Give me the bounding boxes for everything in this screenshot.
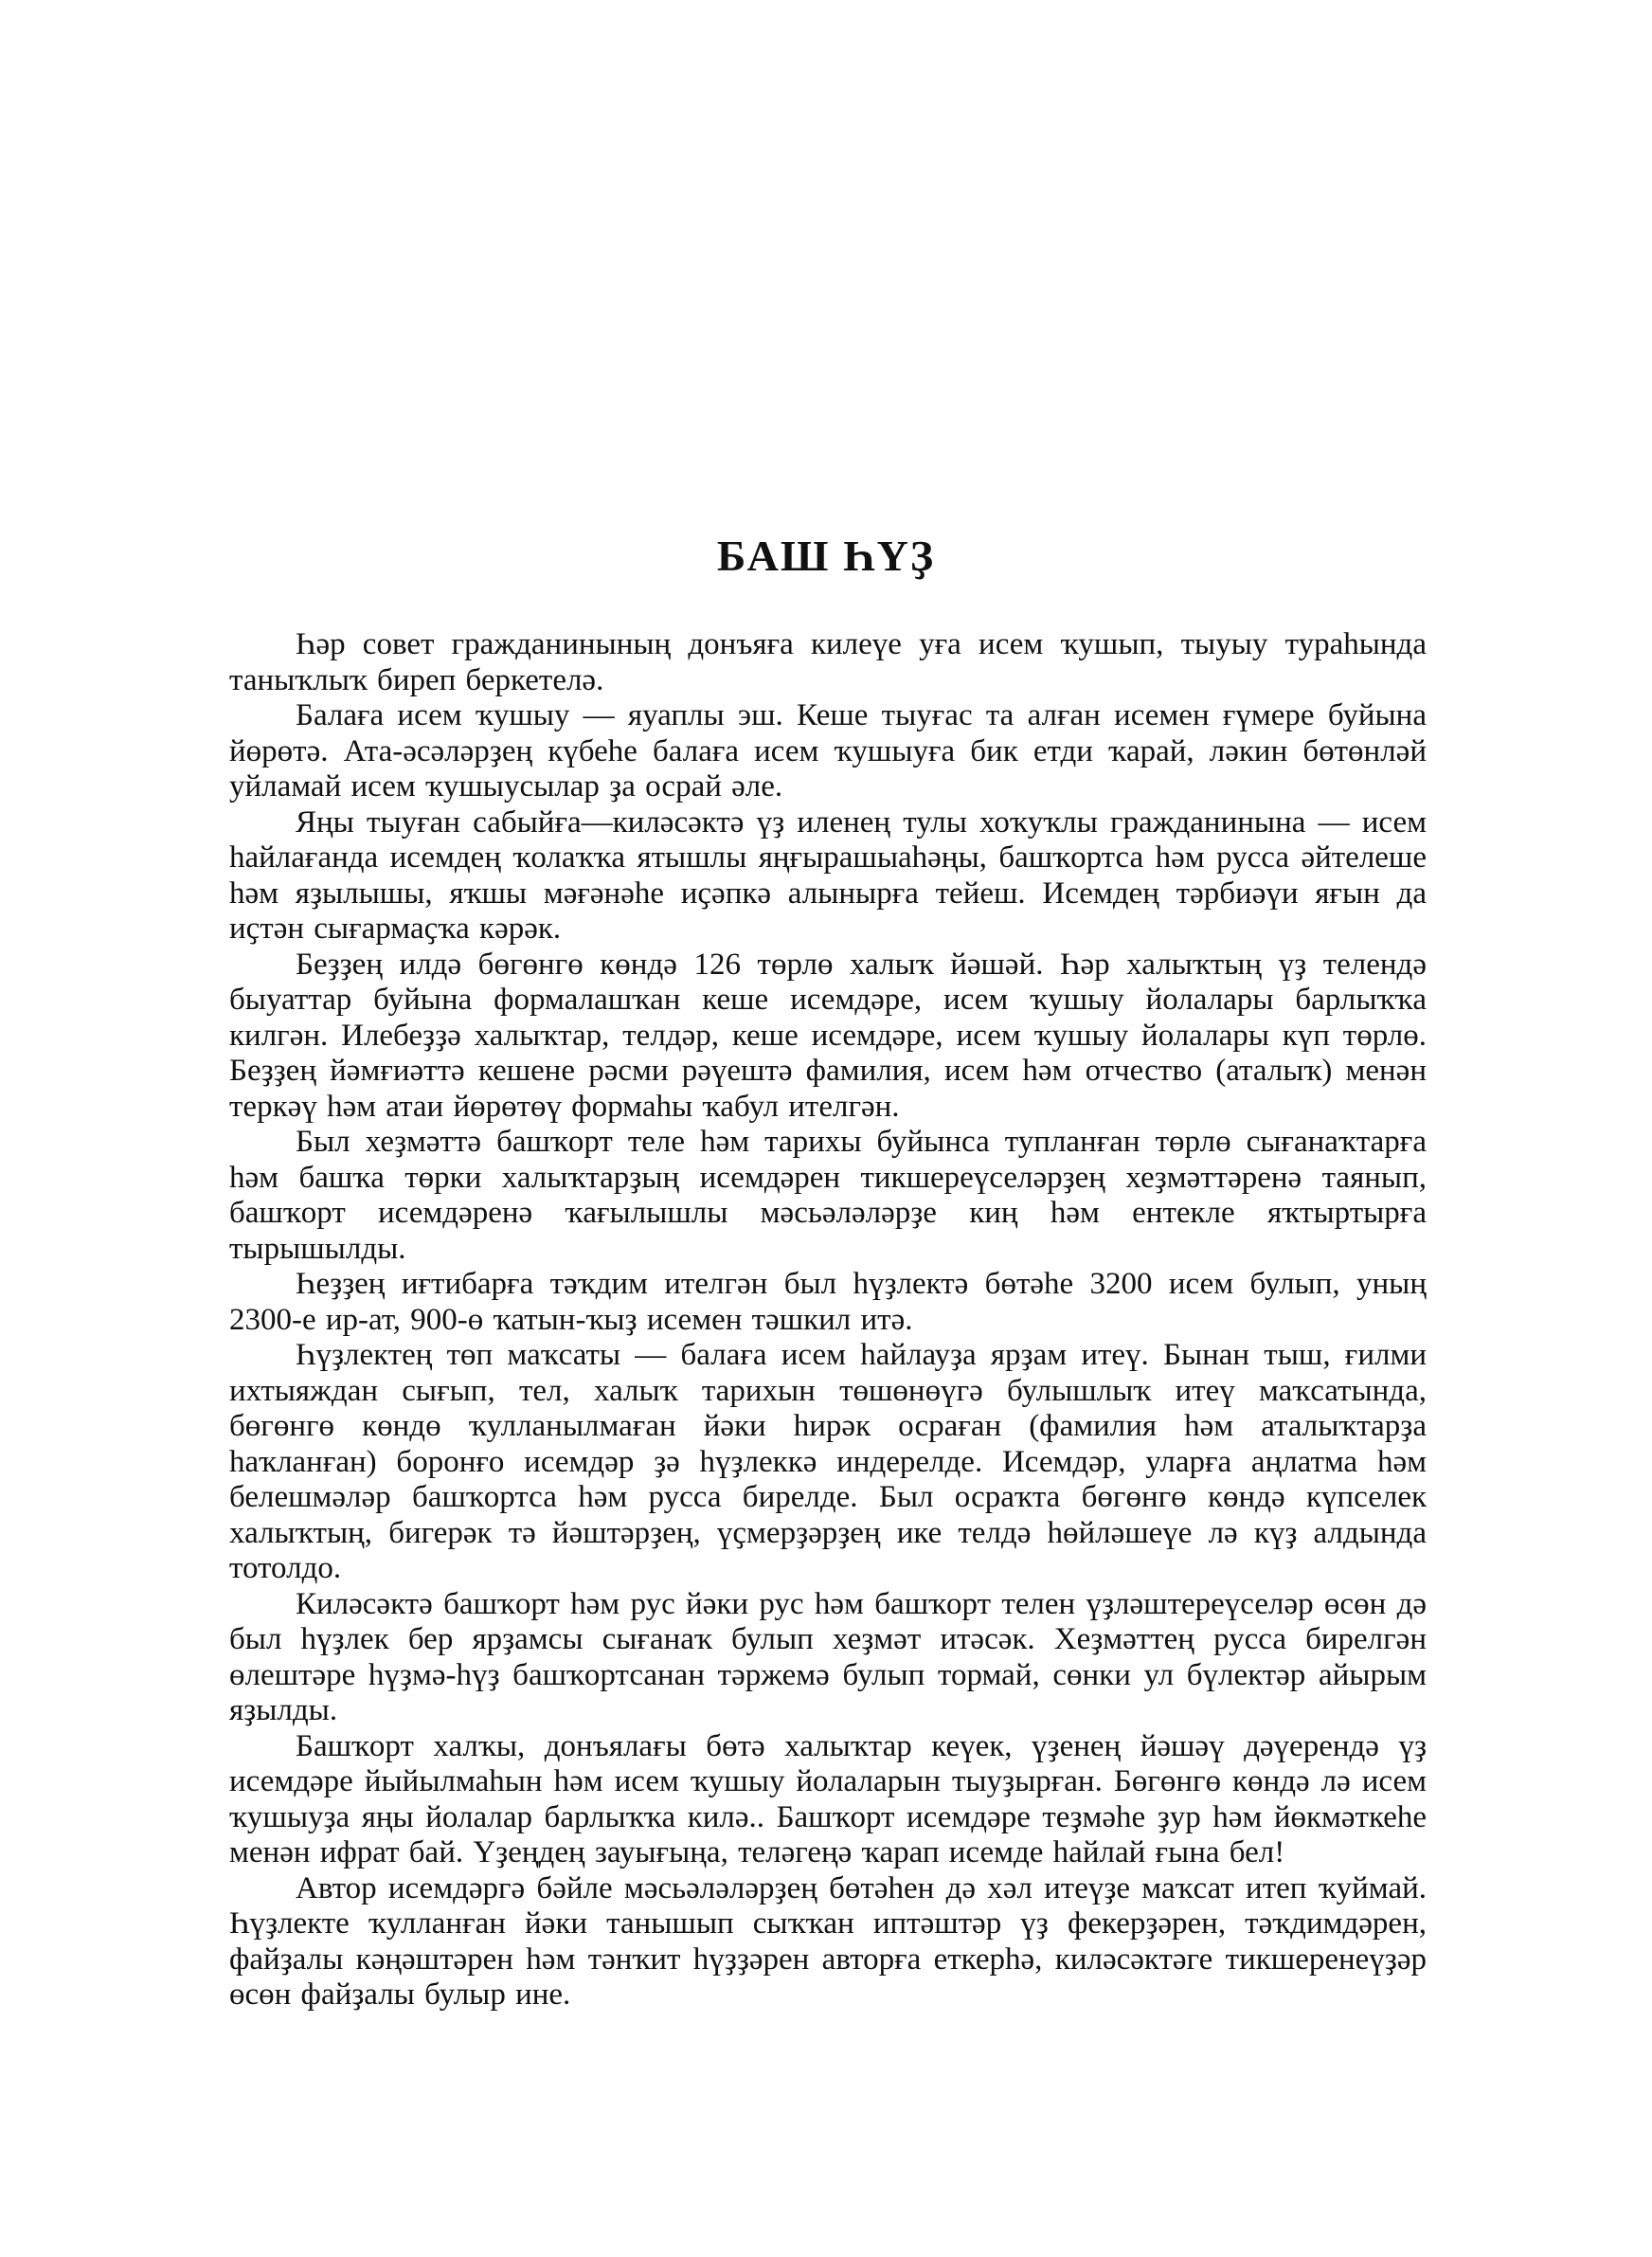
preface-body [229, 627, 1427, 2013]
paragraph-2: Балаға исем ҡушыу — яуаплы эш. Кеше тыуғас та алған исемен ғүмере буйына йөрөтә. Ата-әсәләрҙең күбеһе балаға исем ҡушыуға бик етди ҡарай, ләкин бөтөнләй уйламай исем ҡушыусылар ҙа осрай әле. [229, 698, 1427, 803]
paragraph-6: Һеҙҙең иғтибарға тәҡдим ителгән был һүҙлектә бөтәһе 3200 исем булып, уның 2300-е ир-ат, 900-ө ҡатын-ҡыҙ исемен тәшкил итә. [229, 1267, 1427, 1337]
paragraph-8: Киләсәктә башҡорт һәм рус йәки рус һәм башҡорт телен үҙләштереүселәр өсөн дә был һүҙлек бер ярҙамсы сығанаҡ булып хеҙмәт итәсәк. Хеҙмәттең русса бирелгән өлештәре һүҙмә-һүҙ башҡортсанан тәржемә булып тормай, сөнки ул бүлектәр айырым яҙылды. [229, 1586, 1427, 1727]
paragraph-7: Һүҙлектең төп маҡсаты — балаға исем һайлауҙа ярҙам итеү. Бынан тыш, ғилми ихтыяждан сығып, тел, халыҡ тарихын төшөнөүгә булышлыҡ итеү маҡсатында, бөгөнгө көндө ҡулланылмаған йәки һирәк осраған (фамилия һәм аталыҡтарҙа һаҡланған) боронғо исемдәр ҙә һүҙлеккә индерелде. Исемдәр, уларға аңлатма һәм белешмәләр башҡортса һәм русса бирелде. Был осраҡта бөгөнгө көндә күпселек халыҡтың, бигерәк тә йәштәрҙең, үҫмерҙәрҙең ике телдә һөйләшеүе лә күҙ алдында тотолдо. [229, 1338, 1427, 1585]
page-title: БАШ ҺҮҘ [716, 532, 936, 580]
paragraph-3: Яңы тыуған сабыйға—киләсәктә үҙ иленең тулы хоҡуҡлы гражданинына — исем һайлағанда исемдең ҡолаҡҡа ятышлы яңғырашыаһәңы, башҡортса һәм русса әйтелеше һәм яҙылышы, яҡшы мәғәнәһе иҫәпкә алынырға тейеш. Исемдең тәрбиәүи яғын да иҫтән сығармаҫҡа кәрәк. [229, 804, 1427, 946]
paragraph-10: Автор исемдәргә бәйле мәсьәләләрҙең бөтәһен дә хәл итеүҙе маҡсат итеп ҡуймай. Һүҙлекте ҡулланған йәки танышып сыҡҡан иптәштәр үҙ фекерҙәрен, тәҡдимдәрен, файҙалы кәңәштәрен һәм тәнҡит һүҙҙәрен авторға еткерһә, киләсәктәге тикшеренеүҙәр өсөн файҙалы булыр ине. [229, 1870, 1427, 2012]
paragraph-9: Башҡорт халҡы, донъялағы бөтә халыҡтар кеүек, үҙенең йәшәү дәүерендә үҙ исемдәре йыйылмаһын һәм исем ҡушыу йолаларын тыуҙырған. Бөгөнгө көндә лә исем ҡушыуҙа яңы йолалар барлыҡҡа килә.. Башҡорт исемдәре теҙмәһе ҙур һәм йөкмәткеһе менән ифрат бай. Үҙеңдең зауығыңа, теләгеңә ҡарап исемде һайлай ғына бел! [229, 1728, 1427, 1869]
paragraph-4: Беҙҙең илдә бөгөнгө көндә 126 төрлө халыҡ йәшәй. Һәр халыҡтың үҙ телендә быуаттар буйына формалашҡан кеше исемдәре, исем ҡушыу йолалары барлыҡҡа килгән. Илебеҙҙә халыҡтар, телдәр, кеше исемдәре, исем ҡушыу йолалары күп төрлө. Беҙҙең йәмғиәттә кешене рәсми рәүештә фамилия, исем һәм отчество (аталыҡ) менән теркәү һәм атаи йөрөтөү формаһы ҡабул ителгән. [229, 947, 1427, 1124]
paragraph-1: Һәр совет гражданинының донъяға килеүе уға исем ҡушып, тыуыу тураһында таныҡлыҡ биреп беркетелә. [229, 627, 1427, 697]
paragraph-5: Был хеҙмәттә башҡорт теле һәм тарихы буйынса тупланған төрлө сығанаҡтарға һәм башҡа төрки халыҡтарҙың исемдәрен тикшереүселәрҙең хеҙмәттәренә таянып, башҡорт исемдәренә ҡағылышлы мәсьәләләрҙе киң һәм ентекле яҡтыртырға тырышылды. [229, 1125, 1427, 1266]
